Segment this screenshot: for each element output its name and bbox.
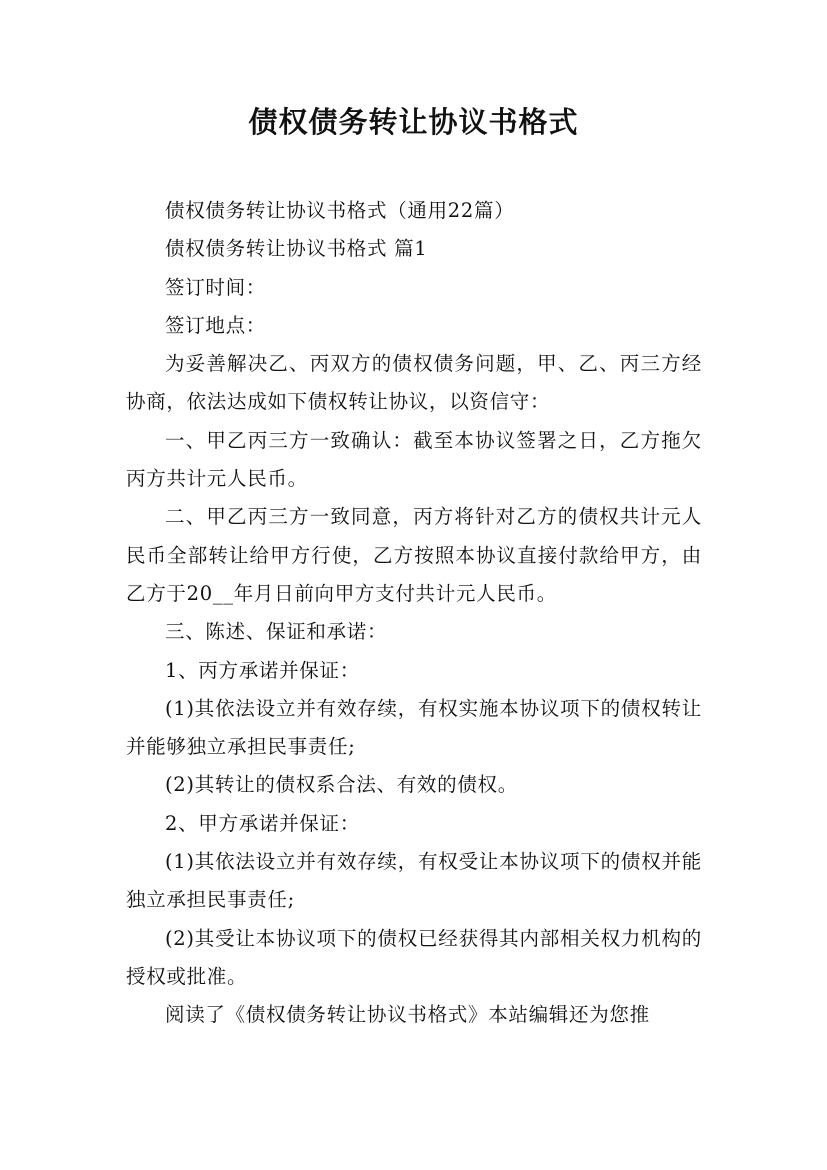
- paragraph-signing-time: 签订时间：: [165, 275, 267, 299]
- paragraph-clause-2: 二、甲乙丙三方一致同意，丙方将针对乙方的债权共计元人民币全部转让给甲方行使，乙方按照本协议直接付款给甲方，由乙方于20__年月日前向甲方支付共计元人民币。: [126, 505, 702, 605]
- paragraph-preamble: 为妥善解决乙、丙双方的债权债务问题，甲、乙、丙三方经协商，依法达成如下债权转让协议，以资信守：: [126, 352, 702, 414]
- paragraph-sub-1-2: (2)其转让的债权系合法、有效的债权。: [165, 773, 518, 797]
- paragraph-clause-1: 一、甲乙丙三方一致确认：截至本协议签署之日，乙方拖欠丙方共计元人民币。: [126, 428, 702, 491]
- paragraph-sub-1-1: (1)其依法设立并有效存续，有权实施本协议项下的债权转让并能够独立承担民事责任;: [126, 696, 702, 759]
- document-body: [126, 192, 702, 1035]
- paragraph-section-heading: 债权债务转让协议书格式 篇1: [165, 237, 428, 261]
- paragraph-subtitle: 债权债务转让协议书格式（通用22篇）: [165, 199, 515, 222]
- paragraph-sub-2-1: (1)其依法设立并有效存续，有权受让本协议项下的债权并能独立承担民事责任;: [126, 850, 702, 912]
- paragraph-sub-2: 2、甲方承诺并保证：: [165, 811, 360, 835]
- paragraph-sub-1: 1、丙方承诺并保证：: [165, 658, 360, 682]
- paragraph-sub-2-2: (2)其受让本协议项下的债权已经获得其内部相关权力机构的授权或批准。: [126, 926, 702, 988]
- paragraph-signing-place: 签订地点：: [165, 313, 267, 337]
- paragraph-clause-3: 三、陈述、保证和承诺：: [165, 620, 388, 644]
- document-title: 债权债务转让协议书格式: [248, 105, 579, 139]
- paragraph-footer-note: 阅读了《债权债务转让协议书格式》本站编辑还为您推: [165, 1003, 650, 1027]
